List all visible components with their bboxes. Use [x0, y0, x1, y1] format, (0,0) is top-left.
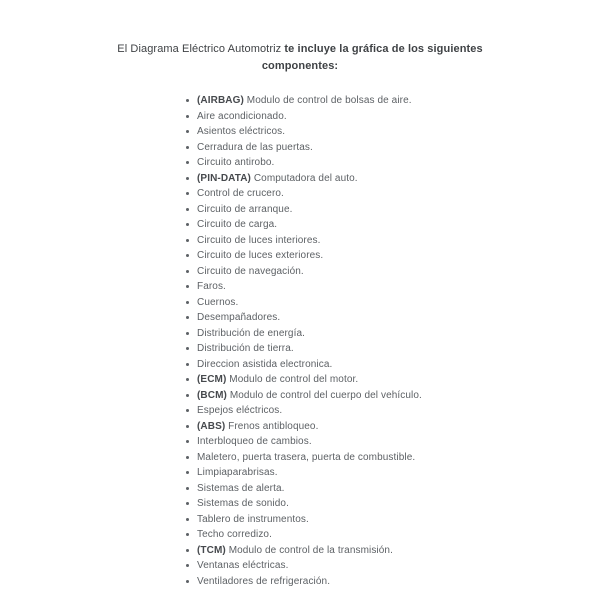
component-text: Techo corredizo. [197, 529, 272, 540]
bullet-icon [186, 425, 189, 428]
component-text: Circuito de navegación. [197, 265, 304, 277]
bullet-icon [186, 332, 189, 335]
title-line-1 [90, 41, 510, 58]
component-text: Cuernos. [197, 296, 239, 308]
list-item [197, 155, 600, 171]
component-text: Tablero de instrumentos. [197, 513, 309, 525]
list-item [197, 543, 600, 559]
list-item [197, 264, 600, 280]
component-text: Control de crucero. [197, 188, 284, 199]
bullet-icon [186, 378, 189, 381]
list-item [197, 527, 600, 543]
list-item [197, 357, 600, 373]
list-item [197, 109, 600, 125]
list-item [197, 450, 600, 466]
component-text: Interbloqueo de cambios. [197, 436, 312, 447]
bullet-icon [186, 130, 189, 133]
list-item [197, 481, 600, 497]
bullet-icon [186, 254, 189, 257]
list-item [197, 171, 600, 187]
bullet-icon [186, 177, 189, 180]
bullet-icon [186, 161, 189, 164]
list-item [197, 419, 600, 435]
component-text: Frenos antibloqueo. [228, 420, 319, 432]
bullet-icon [186, 115, 189, 118]
list-item [197, 372, 600, 388]
list-item [197, 512, 600, 528]
bullet-icon [186, 285, 189, 288]
bullet-icon [186, 99, 189, 102]
list-item [197, 186, 600, 202]
bullet-icon [186, 208, 189, 211]
component-text: Ventiladores de refrigeración. [197, 575, 331, 587]
list-item [197, 496, 600, 512]
component-code: (ABS) [197, 420, 226, 432]
bullet-icon [186, 409, 189, 412]
component-text: Circuito de arranque. [197, 203, 293, 215]
component-text: Maletero, puerta trasera, puerta de combustible. [197, 451, 416, 463]
list-item [197, 326, 600, 342]
list-item [197, 341, 600, 357]
list-item [197, 248, 600, 264]
component-code: (BCM) [197, 389, 227, 401]
component-text: Circuito de luces interiores. [197, 234, 321, 246]
component-code: (ECM) [197, 374, 227, 385]
list-item [197, 140, 600, 156]
list-item [197, 279, 600, 295]
list-item [197, 295, 600, 311]
component-text: Circuito de luces exteriores. [197, 250, 324, 261]
bullet-icon [186, 394, 189, 397]
component-text: Circuito antirobo. [197, 157, 275, 168]
bullet-icon [186, 316, 189, 319]
bullet-icon [186, 518, 189, 521]
list-item [197, 310, 600, 326]
bullet-icon [186, 487, 189, 490]
component-text: Computadora del auto. [253, 172, 358, 184]
component-text: Modulo de control de la transmisión. [228, 544, 393, 556]
list-item [197, 465, 600, 481]
bullet-icon [186, 146, 189, 149]
title-regular-text: El Diagrama Eléctrico Automotriz [117, 43, 282, 55]
bullet-icon [186, 223, 189, 226]
component-text: Modulo de control de bolsas de aire. [246, 95, 412, 106]
list-item [197, 388, 600, 404]
component-text: Modulo de control del cuerpo del vehículo. [229, 389, 422, 401]
bullet-icon [186, 440, 189, 443]
bullet-icon [186, 301, 189, 304]
bullet-icon [186, 456, 189, 459]
component-code: (PIN-DATA) [197, 172, 251, 184]
component-text: Limpiaparabrisas. [197, 467, 278, 478]
bullet-icon [186, 363, 189, 366]
component-text: Direccion asistida electronica. [197, 358, 333, 370]
component-text: Ventanas eléctricas. [197, 560, 289, 571]
component-text: Sistemas de sonido. [197, 498, 289, 509]
component-text: Aire acondicionado. [197, 110, 287, 122]
component-text: Modulo de control del motor. [229, 374, 359, 385]
component-text: Faros. [197, 281, 226, 292]
bullet-icon [186, 549, 189, 552]
list-item [197, 217, 600, 233]
list-item [197, 93, 600, 109]
list-item [197, 233, 600, 249]
bullet-icon [186, 564, 189, 567]
title-bold-text-2: componentes: [261, 60, 339, 72]
component-text: Cerradura de las puertas. [197, 141, 313, 153]
component-text: Distribución de tierra. [197, 343, 294, 354]
title-bold-text-1: te incluye la gráfica de los siguientes [284, 43, 483, 55]
component-text: Desempañadores. [197, 312, 281, 323]
components-list [197, 93, 600, 589]
bullet-icon [186, 580, 189, 583]
list-item [197, 434, 600, 450]
component-text: Distribución de energía. [197, 327, 306, 339]
list-item [197, 574, 600, 590]
bullet-icon [186, 239, 189, 242]
component-text: Asientos eléctricos. [197, 126, 286, 137]
bullet-icon [186, 270, 189, 273]
list-item [197, 558, 600, 574]
list-item [197, 124, 600, 140]
component-code: (AIRBAG) [197, 95, 244, 106]
bullet-icon [186, 192, 189, 195]
component-text: Espejos eléctricos. [197, 405, 283, 416]
list-item [197, 202, 600, 218]
list-item [197, 403, 600, 419]
bullet-icon [186, 471, 189, 474]
bullet-icon [186, 347, 189, 350]
component-text: Circuito de carga. [197, 219, 278, 230]
page-title [90, 41, 510, 75]
component-text: Sistemas de alerta. [197, 482, 285, 494]
bullet-icon [186, 502, 189, 505]
bullet-icon [186, 533, 189, 536]
component-code: (TCM) [197, 544, 226, 556]
